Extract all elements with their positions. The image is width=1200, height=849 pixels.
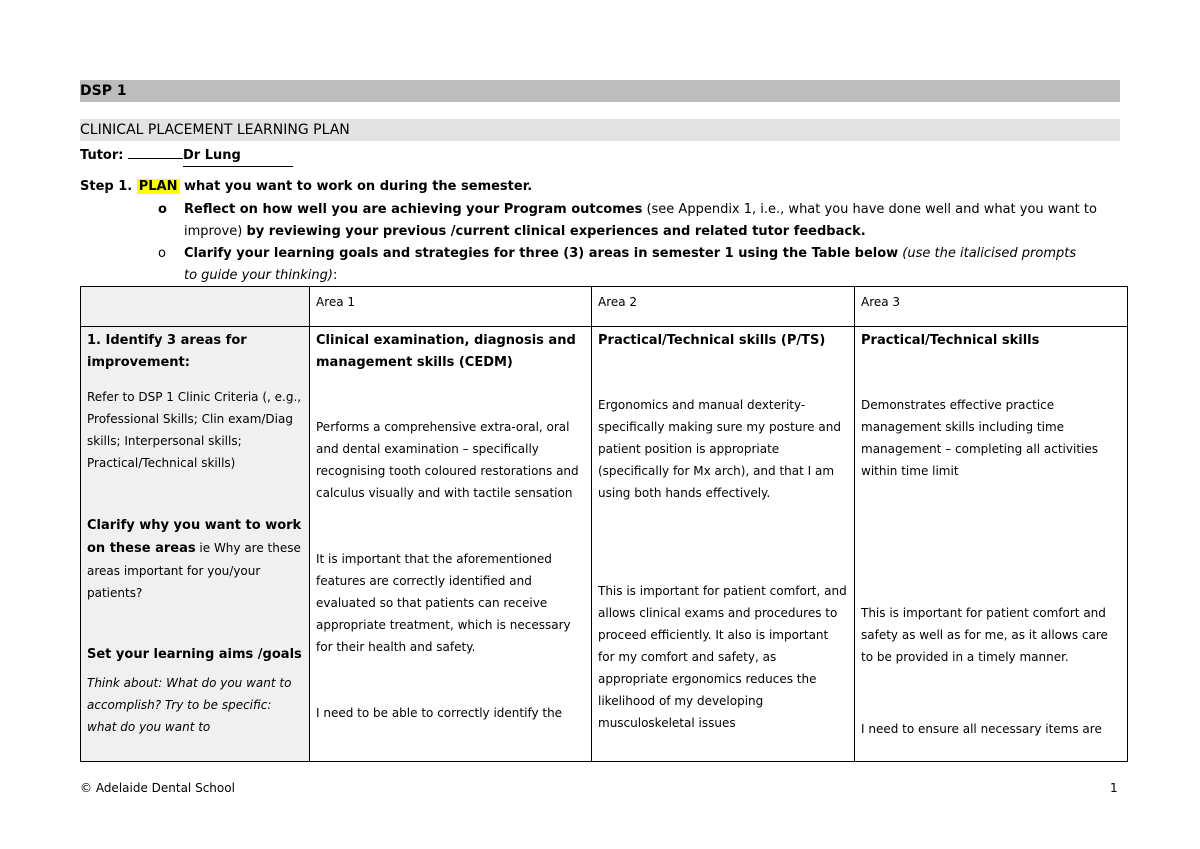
bullet1-bold: Reflect on how well you are achieving your Program outcomes <box>184 202 643 217</box>
step-prefix: Step 1. <box>80 179 133 194</box>
think-prompt: Think about: What do you want to accomplish? Try to be specific: what do you want to <box>87 676 292 734</box>
header-bar: DSP 1 <box>80 80 1120 102</box>
area-2-description: Ergonomics and manual dexterity- specifically making sure my posture and patient position is appropriate (specifically for Mx arch), and that I am using both hands effectively. <box>598 398 841 500</box>
bullet2-italic: (use the italicised prompts to guide your thinking) <box>184 246 1077 283</box>
footer-page-number: 1 <box>1110 781 1118 795</box>
tutor-name: Dr Lung <box>183 146 293 167</box>
area-1-goal: I need to be able to correctly identify the <box>316 706 563 720</box>
area-3-goal: I need to ensure all necessary items are <box>861 722 1102 736</box>
bullet-reflect-text <box>184 199 1124 243</box>
header-cell-empty <box>81 287 310 327</box>
area-1-cell <box>310 327 592 762</box>
identify-heading: 1. Identify 3 areas for improvement: <box>87 333 247 370</box>
area-3-title: Practical/Technical skills <box>861 333 1040 348</box>
area-2-title: Practical/Technical skills (P/TS) <box>598 333 826 348</box>
step-line <box>80 177 532 197</box>
bullet1-bold2: by reviewing your previous /current clinical experiences and related tutor feedback. <box>246 224 866 239</box>
area-2-cell <box>592 327 855 762</box>
bullet2-end: : <box>332 268 338 283</box>
area-3-cell <box>855 327 1128 762</box>
tutor-label: Tutor: <box>80 148 124 163</box>
clarify-rest: ie Why are these areas important for you/your patients? <box>87 541 301 600</box>
tutor-line <box>80 146 293 167</box>
step-rest: what you want to work on during the semester. <box>179 179 533 194</box>
header-cell-area-2: Area 2 <box>592 287 855 327</box>
header-cell-area-1: Area 1 <box>310 287 592 327</box>
footer-copyright: © Adelaide Dental School <box>80 781 235 795</box>
bullet-clarify-text <box>184 243 1084 287</box>
area-2-why: This is important for patient comfort, and allows clinical exams and procedures to proceed efficiently. It also is important for my comfort and safety, as appropriate ergonomics reduces the likelihood of my developing musculoskeletal issues <box>598 584 847 730</box>
tutor-blank <box>128 158 183 159</box>
bullet1-normal: (see Appendix 1, i.e., what you have done well and what you want to improve) <box>184 202 1097 239</box>
header-cell-area-3: Area 3 <box>855 287 1128 327</box>
bullet2-bold: Clarify your learning goals and strategies for three (3) areas in semester 1 using the Table below <box>184 246 899 261</box>
area-3-why: This is important for patient comfort and safety as well as for me, as it allows care to be provided in a timely manner. <box>861 606 1108 664</box>
bullet-mark: o <box>158 202 167 217</box>
aims-heading: Set your learning aims /goals <box>87 647 302 662</box>
clarify-text <box>87 514 303 604</box>
area-1-title: Clinical examination, diagnosis and management skills (CEDM) <box>316 333 576 370</box>
table-header-row <box>81 287 1128 327</box>
bullet-mark: o <box>158 246 166 261</box>
step-highlight: PLAN <box>138 179 178 194</box>
clarify-bold: Clarify why you want to work on these areas <box>87 518 302 556</box>
refer-text: Refer to DSP 1 Clinic Criteria (, e.g., Professional Skills; Clin exam/Diag skills; Interpersonal skills; Practical/Technical skills) <box>87 390 302 470</box>
area-1-why: It is important that the aforementioned features are correctly identified and evaluated so that patients can receive appropriate treatment, which is necessary for their health and safety. <box>316 552 571 654</box>
prompt-cell <box>81 327 310 762</box>
area-1-description: Performs a comprehensive extra-oral, oral and dental examination – specifically recognising tooth coloured restorations and calculus visually and with tactile sensation <box>316 420 579 500</box>
learning-plan-table <box>80 286 1128 762</box>
subtitle-bar: CLINICAL PLACEMENT LEARNING PLAN <box>80 119 1120 141</box>
area-3-description: Demonstrates effective practice management skills including time management – completing all activities within time limit <box>861 398 1098 478</box>
table-row <box>81 327 1128 762</box>
